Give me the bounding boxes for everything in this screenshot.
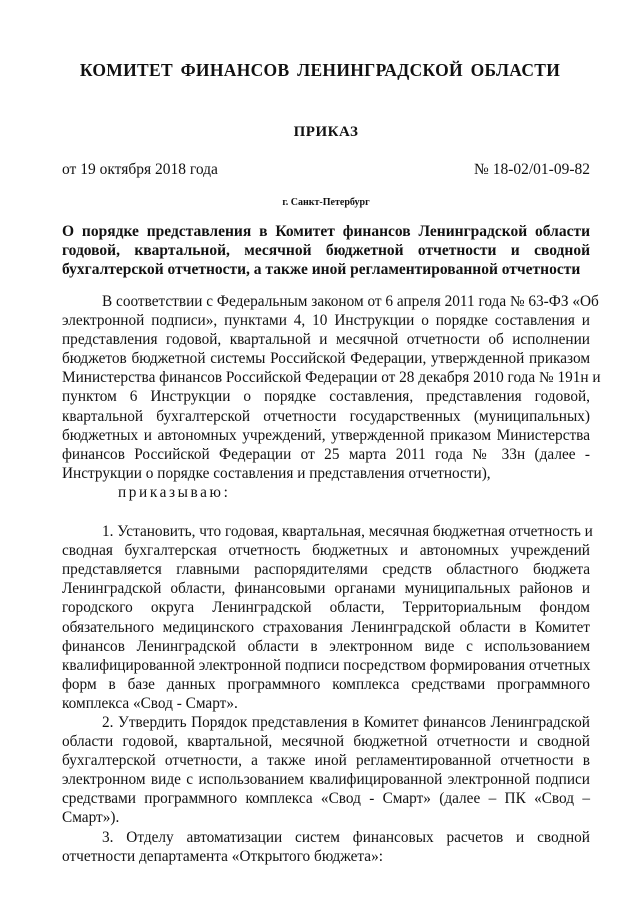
document-type: ПРИКАЗ <box>293 124 359 140</box>
subject-line: О порядке представления в Комитет финансов Ленинградской области <box>62 223 590 240</box>
document-city: г. Санкт-Петербург <box>282 197 370 208</box>
item1-line: сводная бухгалтерская отчетность бюджетных и автономных учреждений <box>62 542 590 560</box>
item2-line: средствами программного комплекса «Свод - Смарт» (далее – ПК «Свод – <box>62 790 590 808</box>
preamble-line: представления годовой, квартальной и месячной отчетности об исполнении <box>62 331 590 349</box>
item1-line: Ленинградской области, финансовыми органами муниципальных районов и <box>62 580 590 598</box>
item1-line: 1. Установить, что годовая, квартальная, месячная бюджетная отчетность и <box>102 523 593 541</box>
item2-line: области годовой, квартальной, месячной бюджетной отчетности и сводной <box>62 733 590 751</box>
item1-line: представляется главными распорядителями средств областного бюджета <box>62 561 590 579</box>
item2-line: электронном виде с использованием квалифицированной электронной подписи <box>62 771 590 789</box>
preamble-line: Инструкции о порядке составления и представления отчетности), <box>62 464 491 482</box>
item1-line: квалифицированной электронной подписи посредством формирования отчетных <box>62 656 591 674</box>
preamble-line: финансов Российской Федерации от 25 марта 2011 года № 33н (далее - <box>62 445 590 463</box>
document-subject <box>62 222 590 279</box>
item3-line: отчетности департамента «Открытого бюджета»: <box>62 847 383 865</box>
item2-line: Смарт»). <box>62 809 120 827</box>
document-number: № 18-02/01-09-82 <box>474 161 590 178</box>
item1-line: городского округа Ленинградской области, Территориальным фондом <box>62 599 590 617</box>
subject-line: годовой, квартальной, месячной бюджетной отчетности и сводной <box>62 242 590 259</box>
item1-line: форм в базе данных программного комплекса средствами программного <box>62 675 590 693</box>
item2-line: бухгалтерской отчетности, а также иной регламентированной отчетности в <box>62 752 590 770</box>
preamble-line: бюджетов бюджетной системы Российской Федерации, утвержденной приказом <box>62 350 590 368</box>
organization-title: КОМИТЕТ ФИНАНСОВ ЛЕНИНГРАДСКОЙ ОБЛАСТИ <box>79 60 561 80</box>
document-body <box>62 292 601 866</box>
preamble-line: электронной подписи», пунктами 4, 10 Инструкции о порядке составления и <box>62 312 590 330</box>
item1-line: финансов Ленинградской области в электронном виде с использованием <box>62 637 590 655</box>
preamble-line: бюджетных и автономных учреждений, утвержденной приказом Министерства <box>62 426 590 444</box>
item1-line: обязательного медицинского страхования Ленинградской области в Комитет <box>62 618 590 636</box>
document-date: от 19 октября 2018 года <box>62 161 218 178</box>
paragraph-gap <box>62 502 590 522</box>
item3-line: 3. Отделу автоматизации систем финансовых расчетов и сводной <box>102 828 590 846</box>
preamble-line: Министерства финансов Российской Федерации от 28 декабря 2010 года № 191н и <box>62 369 601 387</box>
item2-line: 2. Утвердить Порядок представления в Комитет финансов Ленинградской <box>102 713 590 731</box>
preamble-line: В соответствии с Федеральным законом от 6 апреля 2011 года № 63-ФЗ «Об <box>102 293 599 310</box>
preamble-line: квартальной бухгалтерской отчетности государственных (муниципальных) <box>62 407 590 425</box>
preamble-line: пунктом 6 Инструкции о порядке составления, представления годовой, <box>62 388 590 406</box>
subject-line: бухгалтерской отчетности, а также иной регламентированной отчетности <box>62 261 581 278</box>
orders-word: приказываю: <box>118 483 231 501</box>
item1-line: комплекса «Свод - Смарт». <box>62 694 238 712</box>
